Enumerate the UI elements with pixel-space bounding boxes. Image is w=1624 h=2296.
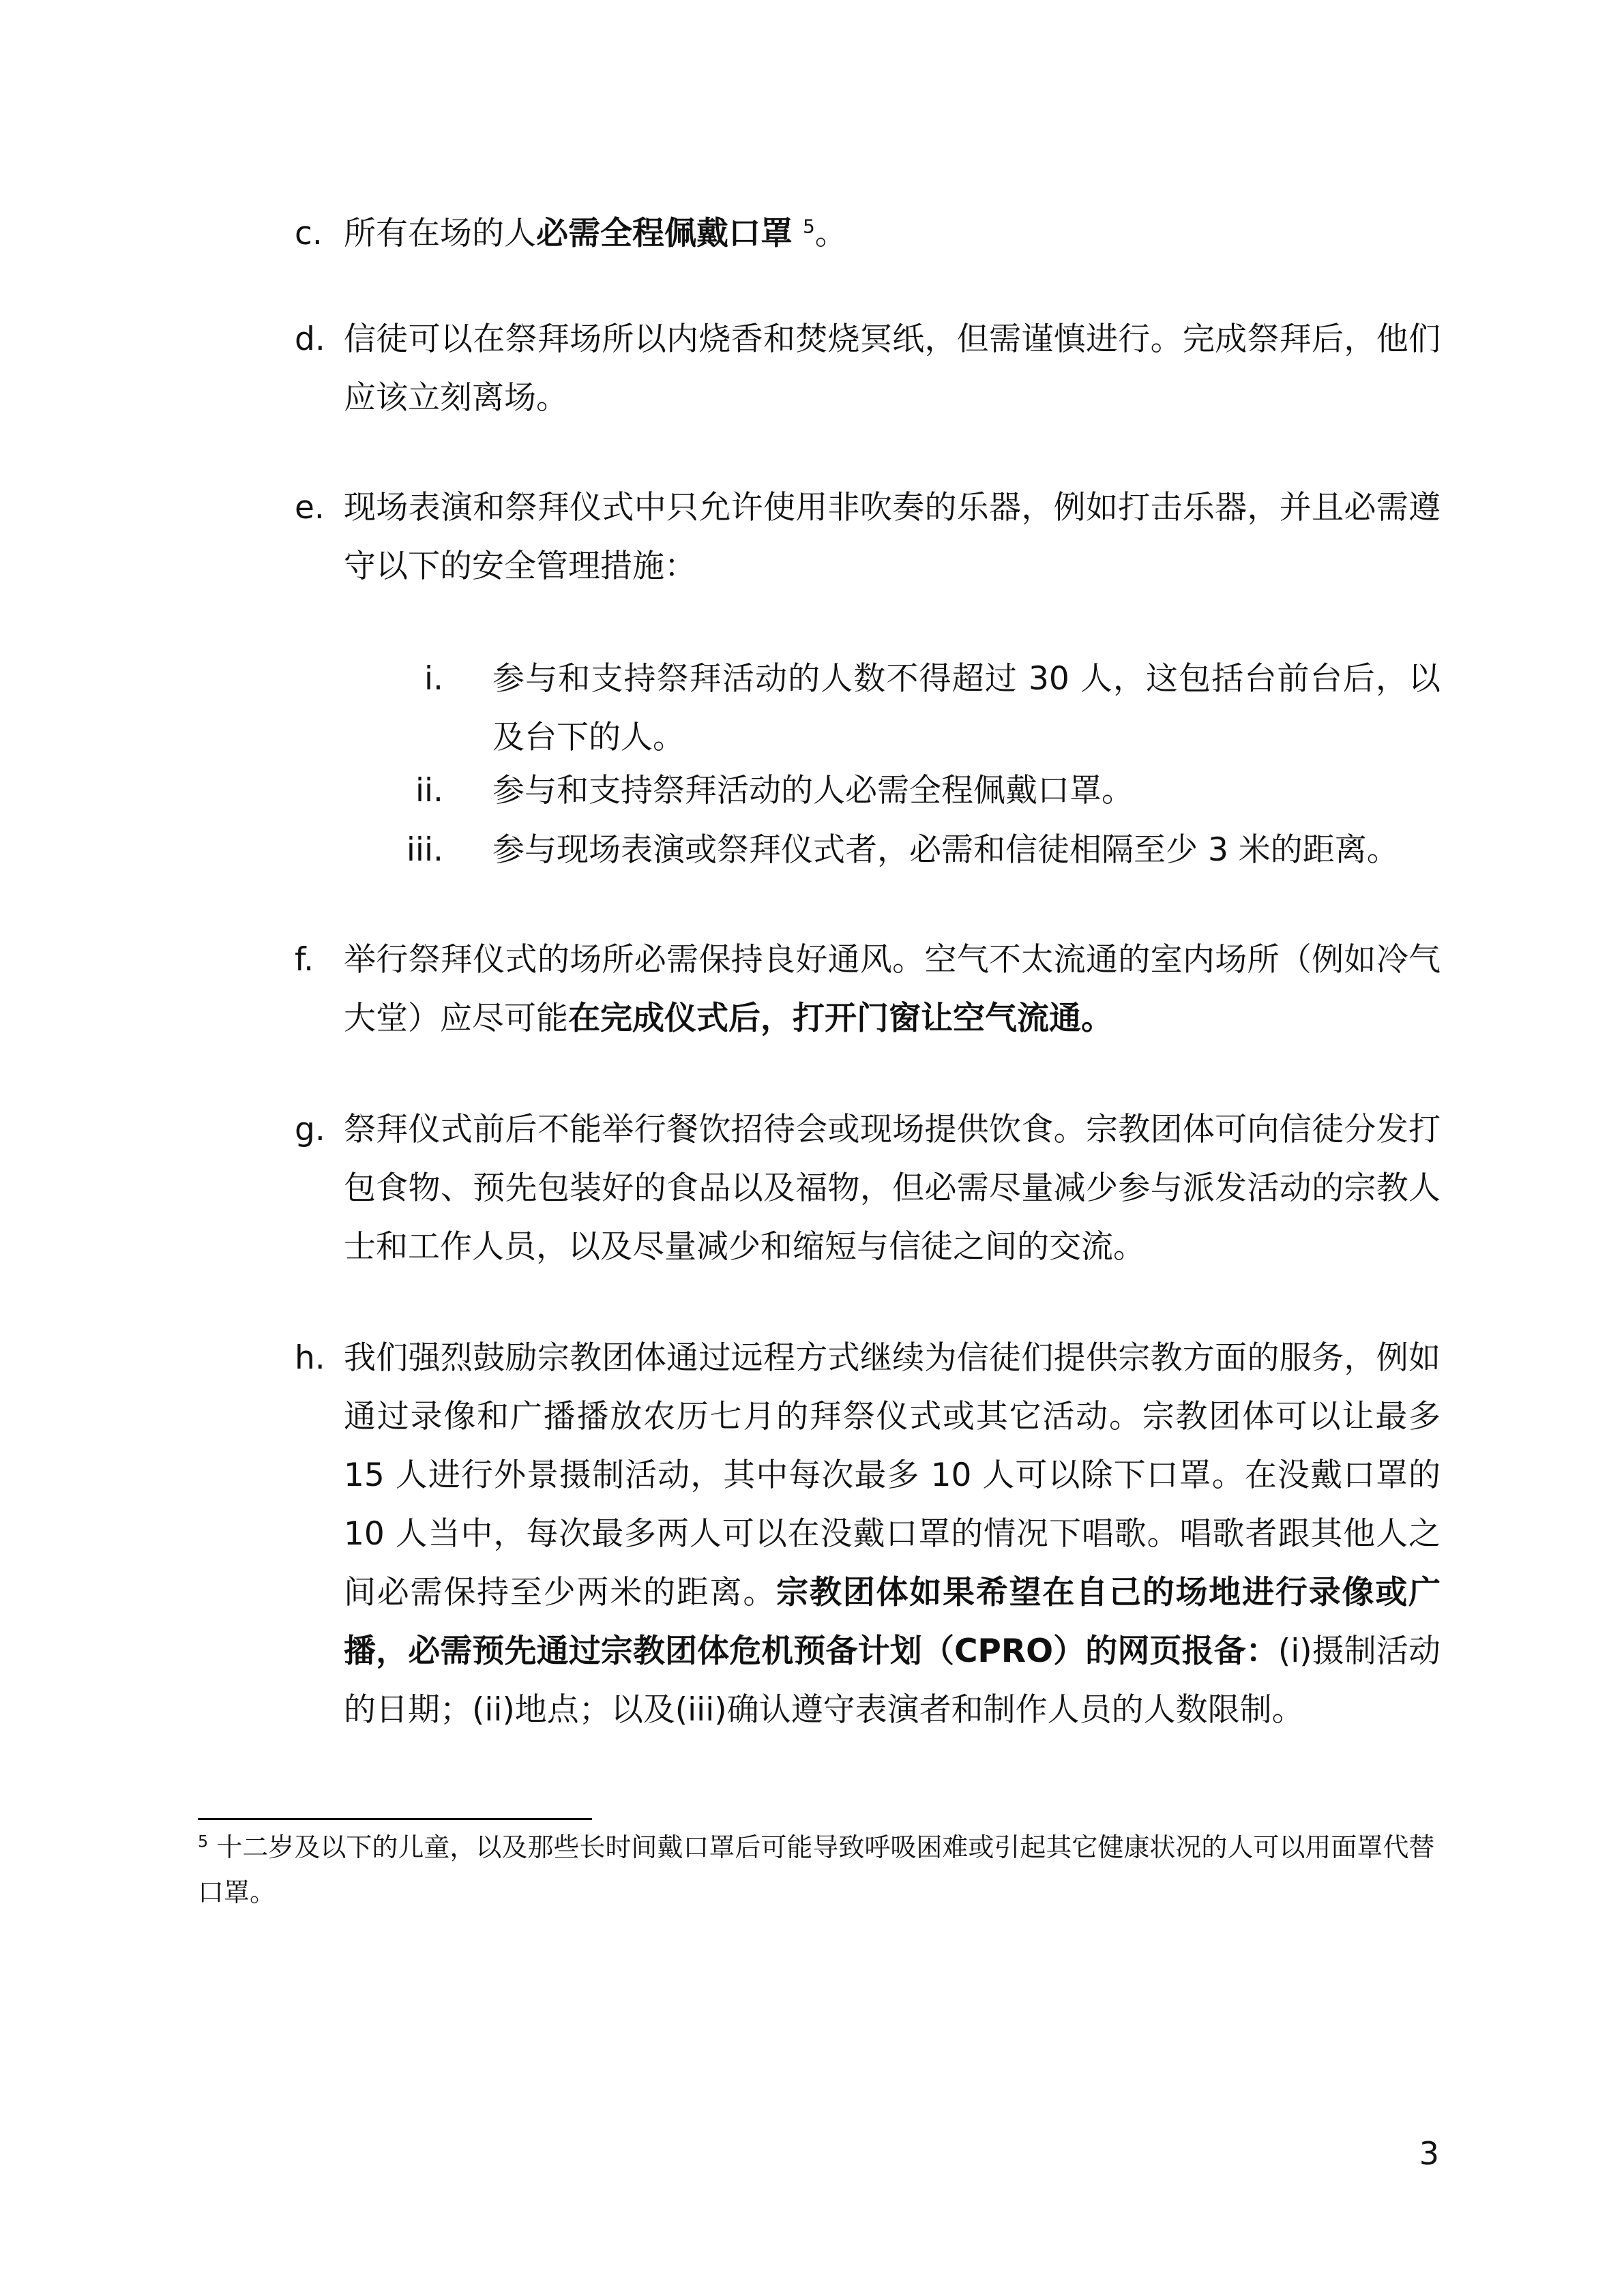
list-marker: d. — [295, 320, 325, 358]
bold-emphasis: 必需全程佩戴口罩 — [536, 215, 793, 252]
list-marker: g. — [295, 1111, 325, 1148]
list-marker: c. — [295, 215, 323, 252]
sub-item-text: 参与和支持祭拜活动的人数不得超过 30 人，这包括台前台后，以及台下的人。 — [492, 660, 1441, 756]
footnote-reference: 5 — [802, 215, 815, 238]
list-item-d — [295, 310, 1441, 428]
list-item-text: 所有在场的人必需全程佩戴口罩 $^5$。 — [344, 215, 847, 252]
footnote — [198, 1825, 1441, 1915]
footnote-text: 十二岁及以下的儿童，以及那些长时间戴口罩后可能导致呼吸困难或引起其它健康状况的人可以用面罩代替口罩。 — [198, 1832, 1435, 1907]
list-item-c — [295, 205, 1441, 263]
bold-emphasis: 在完成仪式后，打开门窗让空气流通。 — [568, 1000, 1113, 1037]
list-marker: f. — [295, 941, 314, 979]
sub-list-marker: i. — [424, 660, 443, 698]
sub-item-i — [396, 650, 1441, 767]
list-item-f — [295, 931, 1441, 1048]
sub-list-marker: ii. — [415, 772, 443, 809]
sub-list-marker: iii. — [406, 831, 443, 869]
footnote-separator — [198, 1818, 592, 1820]
sub-item-text: 参与和支持祭拜活动的人必需全程佩戴口罩。 — [492, 772, 1134, 809]
sub-item-ii — [396, 762, 1441, 820]
list-marker: h. — [295, 1339, 325, 1377]
sub-item-iii — [396, 821, 1441, 880]
footnote-marker: 5 — [198, 1832, 209, 1851]
list-item-g — [295, 1101, 1441, 1277]
list-item-text: 现场表演和祭拜仪式中只允许使用非吹奏的乐器，例如打击乐器，并且必需遵守以下的安全管理措施： — [344, 489, 1441, 585]
list-item-text: 我们强烈鼓励宗教团体通过远程方式继续为信徒们提供宗教方面的服务，例如通过录像和广播播放农历七月的拜祭仪式或其它活动。宗教团体可以让最多 15 人进行外景摄制活动，其中每次最多 10 人可以除下口罩。在没戴口罩的 10 人当中，每次最多两人可以在没戴口罩的情况下唱歌。唱歌者跟其他人之间必需保持至少两米的距离。宗教团体如果希望在自己的场地进行录像或广播，必需预先通过宗教团体危机预备计划（CPRO）的网页报备：(i)摄制活动的日期；(ii)地点；以及(iii)确认遵守表演者和制作人员的人数限制。 — [344, 1339, 1441, 1729]
list-item-text: 祭拜仪式前后不能举行餐饮招待会或现场提供饮食。宗教团体可向信徒分发打包食物、预先包装好的食品以及福物，但必需尽量减少参与派发活动的宗教人士和工作人员，以及尽量减少和缩短与信徒之间的交流。 — [344, 1111, 1441, 1266]
list-item-h — [295, 1329, 1441, 1740]
list-item-e — [295, 479, 1441, 596]
bold-emphasis: 宗教团体如果希望在自己的场地进行录像或广播，必需预先通过宗教团体危机预备计划（CPRO）的网页报备： — [344, 1574, 1441, 1670]
list-marker: e. — [295, 489, 325, 526]
list-item-text: 举行祭拜仪式的场所必需保持良好通风。空气不太流通的室内场所（例如冷气大堂）应尽可能在完成仪式后，打开门窗让空气流通。 — [344, 941, 1441, 1037]
page-number: 3 — [1419, 2135, 1439, 2172]
list-item-text: 信徒可以在祭拜场所以内烧香和焚烧冥纸，但需谨慎进行。完成祭拜后，他们应该立刻离场。 — [344, 320, 1441, 417]
sub-item-text: 参与现场表演或祭拜仪式者，必需和信徒相隔至少 3 米的距离。 — [492, 831, 1399, 869]
